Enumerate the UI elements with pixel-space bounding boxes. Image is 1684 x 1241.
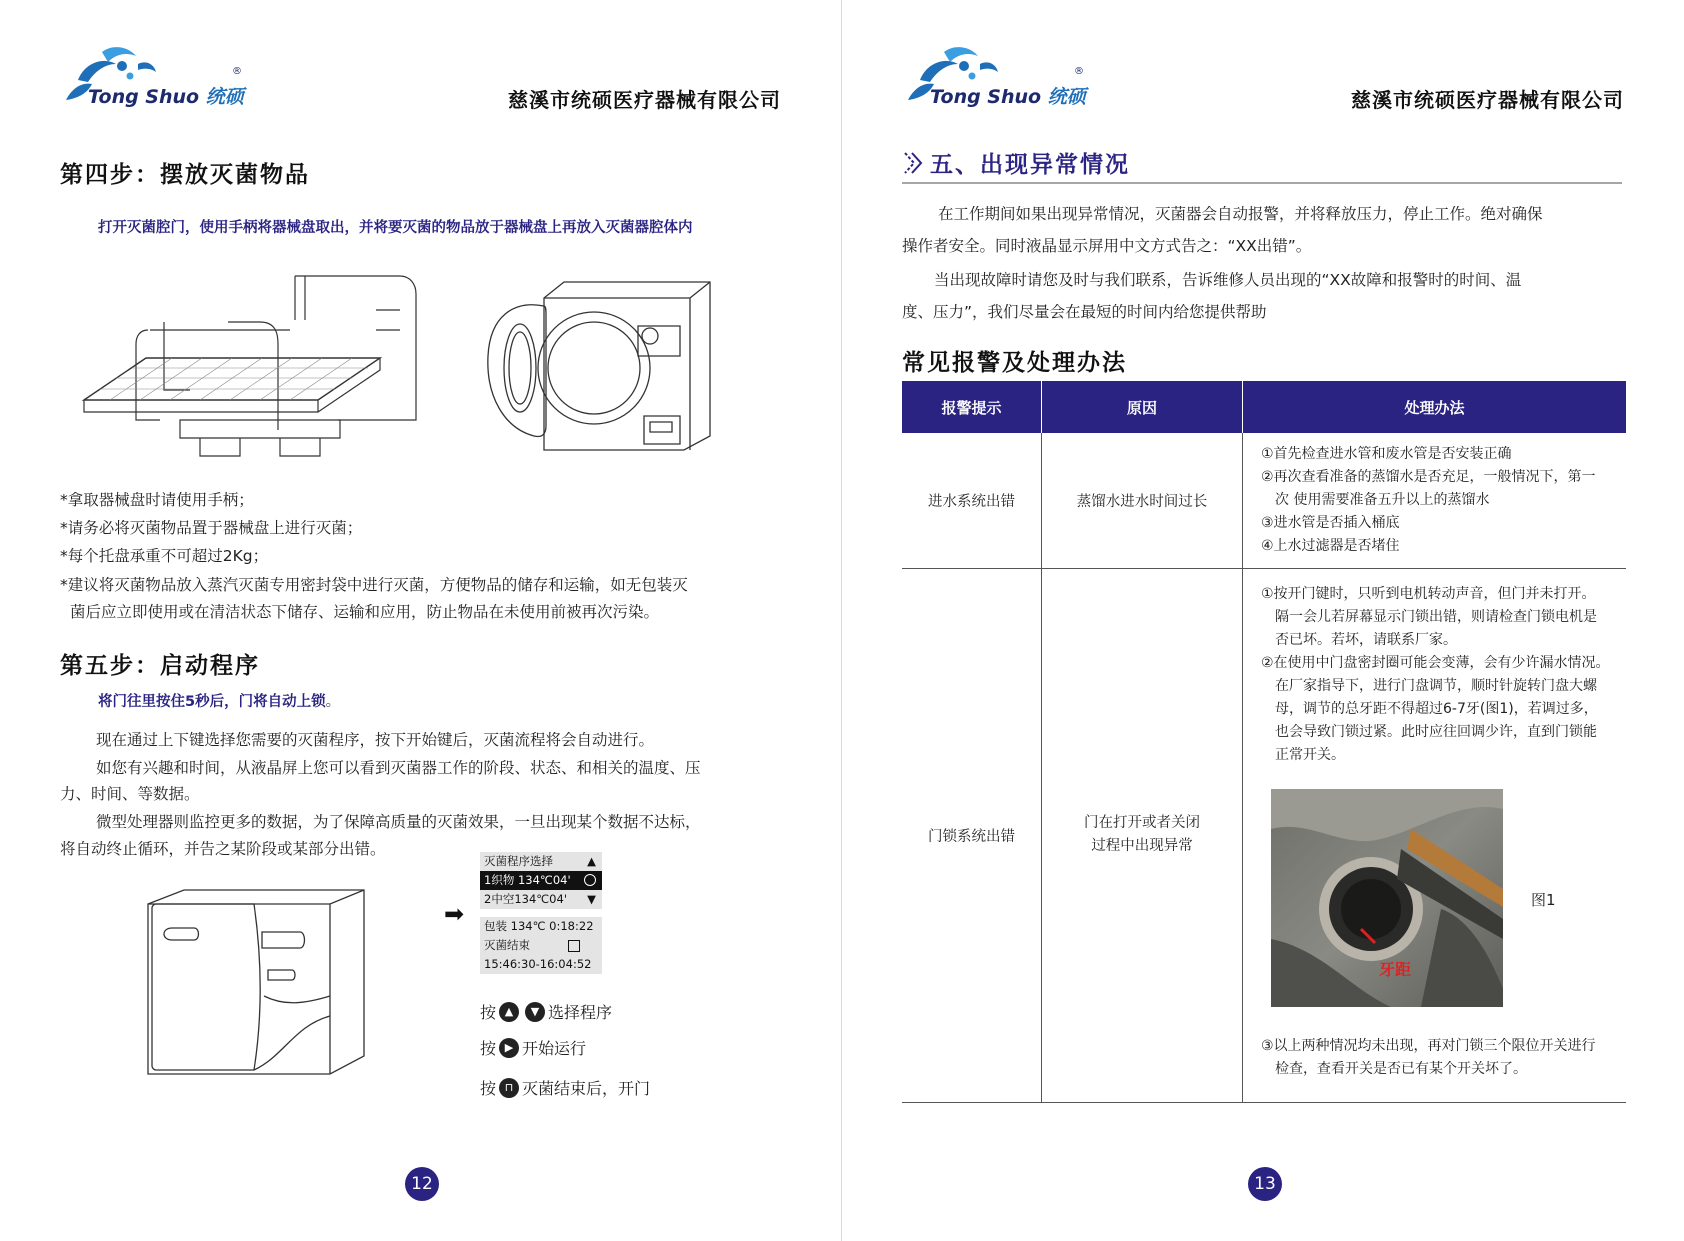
cause-cell	[1042, 568, 1243, 1102]
lcd-display	[480, 852, 602, 974]
start-button-icon: ▶	[499, 1038, 519, 1058]
instruction-door	[480, 1076, 650, 1099]
paragraph-line: 如您有兴趣和时间，从液晶屏上您可以看到灭菌器工作的阶段、状态、和相关的温度、压	[96, 759, 701, 777]
cause-line: 门在打开或者关闭	[1084, 815, 1200, 831]
solution-line: ②在使用中门盘密封圈可能会变薄，会有少许漏水情况。	[1261, 654, 1610, 671]
solution-line: ④上水过滤器是否堵住	[1261, 537, 1400, 554]
step5-note	[98, 690, 340, 711]
solution-line: 隔一会儿若屏幕显示门锁出错，则请检查门锁电机是	[1275, 608, 1597, 625]
cause-line: 过程中出现异常	[1091, 838, 1193, 854]
logo-text-cn: 统硕	[205, 86, 244, 108]
door-button-icon: ⊓	[499, 1078, 519, 1098]
lcd-row-text: 2中空134℃04'	[484, 892, 567, 906]
step5-note-text: 将门往里按住5秒后，门将自动上锁	[98, 694, 326, 710]
table-row	[902, 433, 1626, 568]
instruction-text: 开始运行	[522, 1039, 587, 1058]
solution-line: 次 使用需要准备五升以上的蒸馏水	[1275, 491, 1490, 508]
table-row	[902, 568, 1626, 1102]
solution-line: ②再次查看准备的蒸馏水是否充足，一般情况下，第一	[1261, 468, 1596, 485]
paragraph-line: 将自动终止循环，并告之某阶段或某部分出错。	[60, 840, 386, 858]
paragraph-line: 微型处理器则监控更多的数据，为了保障高质量的灭菌效果，一旦出现某个数据不达标，	[96, 813, 701, 831]
lcd-play-icon	[584, 874, 596, 886]
solution-line: 检查，查看开关是否已有某个开关坏了。	[1275, 1060, 1527, 1077]
arrow-right-icon: ➡	[444, 900, 465, 928]
lcd-arrow-up-icon: ▲	[587, 854, 596, 868]
bullet-item: *拿取器械盘时请使用手柄；	[60, 491, 254, 509]
alarm-cell: 门锁系统出错	[902, 568, 1042, 1102]
right-page	[842, 0, 1684, 1241]
bullet-item: 菌后应立即使用或在清洁状态下储存、运输和应用，防止物品在未使用前被再次污染。	[70, 603, 660, 621]
solution-line: ③以上两种情况均未出现，再对门锁三个限位开关进行	[1261, 1037, 1596, 1054]
solution-line: ①按开门键时，只听到电机转动声音，但门并未打开。	[1261, 585, 1596, 602]
logo-text: Tong Shuo	[88, 86, 200, 108]
figure-1	[1261, 789, 1626, 1035]
lcd-row: 15:46:30-16:04:52	[484, 957, 592, 971]
paragraph-line: 力、时间、等数据。	[60, 785, 200, 803]
lcd-row-text: 1织物 134℃04'	[484, 873, 571, 887]
lcd-arrow-down-icon: ▼	[587, 892, 596, 906]
instruction-text: 灭菌结束后，开门	[522, 1079, 651, 1098]
bullet-item: *请务必将灭菌物品置于器械盘上进行灭菌；	[60, 519, 363, 537]
step5-note-end: 。	[325, 694, 341, 710]
company-name: 慈溪市统硕医疗器械有限公司	[1351, 88, 1624, 112]
lcd-row: 包装 134℃ 0:18:22	[484, 919, 594, 933]
logo-text-cn: 统硕	[1047, 86, 1086, 108]
company-name: 慈溪市统硕医疗器械有限公司	[508, 88, 781, 112]
down-button-icon: ▼	[525, 1002, 545, 1022]
page-number: 12	[405, 1167, 439, 1201]
instruction-prefix: 按	[480, 1003, 497, 1022]
table-header: 处理办法	[1243, 381, 1627, 433]
step4-note: 打开灭菌腔门，使用手柄将器械盘取出，并将要灭菌的物品放于器械盘上再放入灭菌器腔体内	[98, 220, 693, 236]
solution-line: ③进水管是否插入桶底	[1261, 514, 1400, 531]
table-header: 报警提示	[902, 381, 1042, 433]
instruction-prefix: 按	[480, 1039, 497, 1058]
lcd-row-text: 灭菌结束	[484, 938, 530, 952]
up-button-icon: ▲	[499, 1002, 519, 1022]
instruction-prefix: 按	[480, 1079, 497, 1098]
alarm-cell: 进水系统出错	[902, 433, 1042, 568]
solution-cell	[1243, 568, 1627, 1102]
bullet-item: *每个托盘承重不可超过2Kg；	[60, 547, 269, 565]
figure-caption: 图1	[1531, 890, 1556, 909]
paragraph-line: 操作者安全。同时液晶显示屏用中文方式告之：“XX出错”。	[902, 237, 1312, 255]
lcd-row	[480, 890, 602, 909]
registered-mark: ®	[232, 66, 242, 77]
lcd-row-selected	[480, 871, 602, 890]
table-header: 原因	[1042, 381, 1243, 433]
door-open-icon	[568, 940, 580, 952]
paragraph-line: 当出现故障时请您及时与我们联系，告诉维修人员出现的“XX故障和报警时的时间、温	[934, 271, 1522, 289]
cause-cell: 蒸馏水进水时间过长	[1042, 433, 1243, 568]
step4-title: 第四步：摆放灭菌物品	[60, 162, 310, 188]
page-number: 13	[1248, 1167, 1282, 1201]
step5-title: 第五步：启动程序	[60, 653, 260, 679]
section-arrow-icon	[902, 150, 926, 176]
alarm-table	[902, 381, 1626, 1103]
section-title	[902, 146, 1622, 184]
lcd-row-text: 灭菌程序选择	[484, 854, 553, 868]
tray-illustration	[80, 270, 420, 460]
solution-line: 母，调节的总牙距不得超过6-7牙(图1)，若调过多，	[1275, 700, 1598, 717]
table-header-row	[902, 381, 1626, 433]
solution-cell	[1243, 433, 1627, 568]
paragraph-line: 在工作期间如果出现异常情况，灭菌器会自动报警，并将释放压力，停止工作。绝对确保	[938, 205, 1543, 223]
table-title: 常见报警及处理办法	[902, 350, 1127, 376]
brand-logo	[900, 42, 1090, 112]
sterilizer-open-door-illustration	[484, 276, 714, 456]
solution-line: 也会导致门锁过紧。此时应往回调少许，直到门锁能	[1275, 723, 1597, 740]
logo-text: Tong Shuo	[930, 86, 1042, 108]
instruction-text: 选择程序	[548, 1003, 613, 1022]
paragraph-line: 度、压力”，我们尽量会在最短的时间内给您提供帮助	[902, 303, 1267, 321]
instruction-start	[480, 1036, 586, 1059]
solution-line: 在厂家指导下，进行门盘调节，顺时针旋转门盘大螺	[1275, 677, 1597, 694]
solution-line: 否已坏。若坏，请联系厂家。	[1275, 631, 1457, 648]
brand-logo	[58, 42, 248, 112]
paragraph-line: 现在通过上下键选择您需要的灭菌程序，按下开始键后，灭菌流程将会自动进行。	[96, 731, 655, 749]
solution-line: ①首先检查进水管和废水管是否安装正确	[1261, 445, 1512, 462]
solution-line: 正常开关。	[1275, 746, 1345, 763]
sterilizer-closed-illustration	[144, 886, 370, 1078]
bullet-item: *建议将灭菌物品放入蒸汽灭菌专用密封袋中进行灭菌，方便物品的储存和运输，如无包装灭	[60, 576, 688, 594]
section-title-text: 五、出现异常情况	[930, 152, 1130, 178]
lcd-row	[480, 852, 602, 871]
photo-label: 牙距	[1379, 959, 1412, 979]
lcd-row	[480, 936, 602, 955]
instruction-select	[480, 1000, 612, 1023]
registered-mark: ®	[1074, 66, 1084, 77]
